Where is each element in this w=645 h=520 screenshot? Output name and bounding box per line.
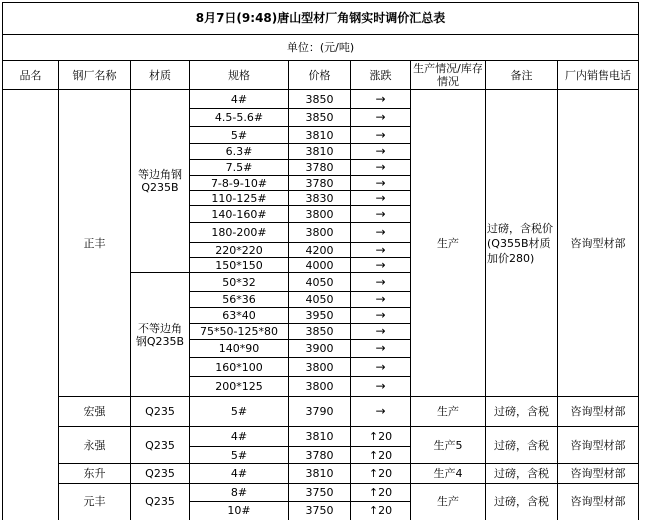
spec-cell: 4# [230,92,248,106]
change-cell: → [375,190,386,205]
price-cell: 3800 [305,226,334,239]
spec-cell: 5# [230,448,248,462]
price-cell: 3810 [305,430,334,443]
material-cell: Q235 [145,405,175,418]
spec-cell: 160*100 [215,360,263,374]
mill-yongqiang: 永强 [83,438,106,452]
phone-zhengfeng: 咨询型材部 [570,236,626,250]
change-cell: ↑20 [368,467,393,480]
change-cell: → [375,160,386,174]
material-equal-angle: 等边角钢Q235B [138,168,182,194]
price-cell: 4000 [305,258,334,272]
price-cell: 3850 [305,325,334,338]
price-cell: 3800 [305,207,334,221]
change-cell: → [375,206,386,221]
spec-cell: 4# [230,430,248,443]
header-status: 生产情况/库存情况 [413,62,483,88]
change-cell: → [375,257,386,272]
change-cell: ↑20 [368,430,393,443]
material-unequal-angle: 不等边角钢Q235B [135,321,185,348]
spec-cell: 10# [227,504,251,517]
price-cell: 3830 [305,191,334,205]
header-material: 材质 [149,68,171,82]
change-cell: → [375,225,386,239]
spec-cell: 50*32 [222,275,256,289]
price-cell: 4200 [305,243,334,257]
spec-cell: 4.5-5.6# [214,111,264,124]
change-cell: → [375,359,386,374]
price-cell: 4050 [305,293,334,306]
unit-label: 单位：(元/吨) [286,41,355,54]
status-cell: 生产 [437,405,459,418]
spec-cell: 150*150 [215,258,263,272]
change-cell: → [375,242,386,257]
spec-cell: 4# [230,467,248,480]
price-cell: 3780 [305,176,334,190]
phone-cell: 咨询型材部 [570,494,626,508]
change-cell: → [375,324,386,338]
price-cell: 3810 [305,145,334,158]
price-cell: 3750 [305,486,334,499]
change-cell: ↑20 [368,486,393,499]
note-zhengfeng: 过磅，含税价(Q355B材质加价280) [487,221,553,265]
header-change: 涨跌 [369,68,392,82]
spec-cell: 8# [230,486,248,499]
spec-cell: 6.3# [225,145,253,158]
spec-cell: 140-160# [211,207,267,221]
mill-hongqiang: 宏强 [83,405,106,418]
header-product: 品名 [19,68,42,82]
price-cell: 3750 [305,504,334,517]
note-cell: 过磅，含税 [494,405,549,418]
change-cell: ↑20 [368,504,393,517]
change-cell: → [375,404,386,418]
price-cell: 3950 [305,309,334,322]
price-cell: 3900 [305,342,334,355]
material-cell: Q235 [145,438,175,452]
spec-cell: 7.5# [225,161,253,174]
price-cell: 3790 [305,405,334,418]
change-cell: → [375,144,386,158]
status-cell: 生产4 [433,467,463,480]
spec-cell: 63*40 [222,309,256,322]
note-cell: 过磅，含税 [494,467,549,480]
change-cell: → [375,127,386,142]
header-note: 备注 [510,68,533,82]
header-mill: 钢厂名称 [72,68,117,82]
price-cell: 4050 [305,275,334,289]
change-cell: → [375,292,386,306]
spec-cell: 75*50-125*80 [200,325,278,338]
spec-cell: 220*220 [215,243,263,257]
status-cell: 生产 [437,494,459,508]
change-cell: → [375,110,386,124]
material-cell: Q235 [145,494,175,508]
header-phone: 厂内销售电话 [565,68,631,82]
price-cell: 3780 [305,448,334,462]
spec-cell: 200*125 [215,380,263,393]
phone-cell: 咨询型材部 [570,438,626,452]
phone-cell: 咨询型材部 [570,467,626,480]
price-cell: 3780 [305,161,334,174]
spec-cell: 140*90 [218,342,260,355]
material-cell: Q235 [145,467,175,480]
spec-cell: 110-125# [211,191,267,205]
mill-zhengfeng: 正丰 [83,236,106,250]
mill-dongsheng: 东升 [83,467,106,480]
header-price: 价格 [308,68,331,82]
change-cell: → [375,308,386,322]
price-cell: 3800 [305,360,334,374]
phone-cell: 咨询型材部 [570,405,626,418]
note-cell: 过磅，含税 [494,438,549,452]
price-cell: 3810 [305,467,334,480]
change-cell: ↑20 [368,448,393,462]
spec-cell: 180-200# [211,226,267,239]
change-cell: → [375,274,386,289]
spec-cell: 7-8-9-10# [210,176,268,190]
table-title: 8月7日(9:48)唐山型材厂角钢实时调价汇总表 [195,11,446,25]
change-cell: → [375,91,386,106]
spec-cell: 5# [230,128,248,142]
status-cell: 生产5 [433,438,463,452]
price-cell: 3850 [305,92,334,106]
change-cell: → [375,175,386,190]
spec-cell: 56*36 [222,293,256,306]
change-cell: → [375,379,386,393]
spec-cell: 5# [230,405,248,418]
price-cell: 3810 [305,128,334,142]
status-zhengfeng: 生产 [437,236,459,250]
note-cell: 过磅，含税 [494,494,549,508]
price-cell: 3850 [305,111,334,124]
mill-yuanfeng: 元丰 [83,494,106,508]
change-cell: → [375,341,386,355]
header-spec: 规格 [228,68,250,82]
price-cell: 3800 [305,380,334,393]
